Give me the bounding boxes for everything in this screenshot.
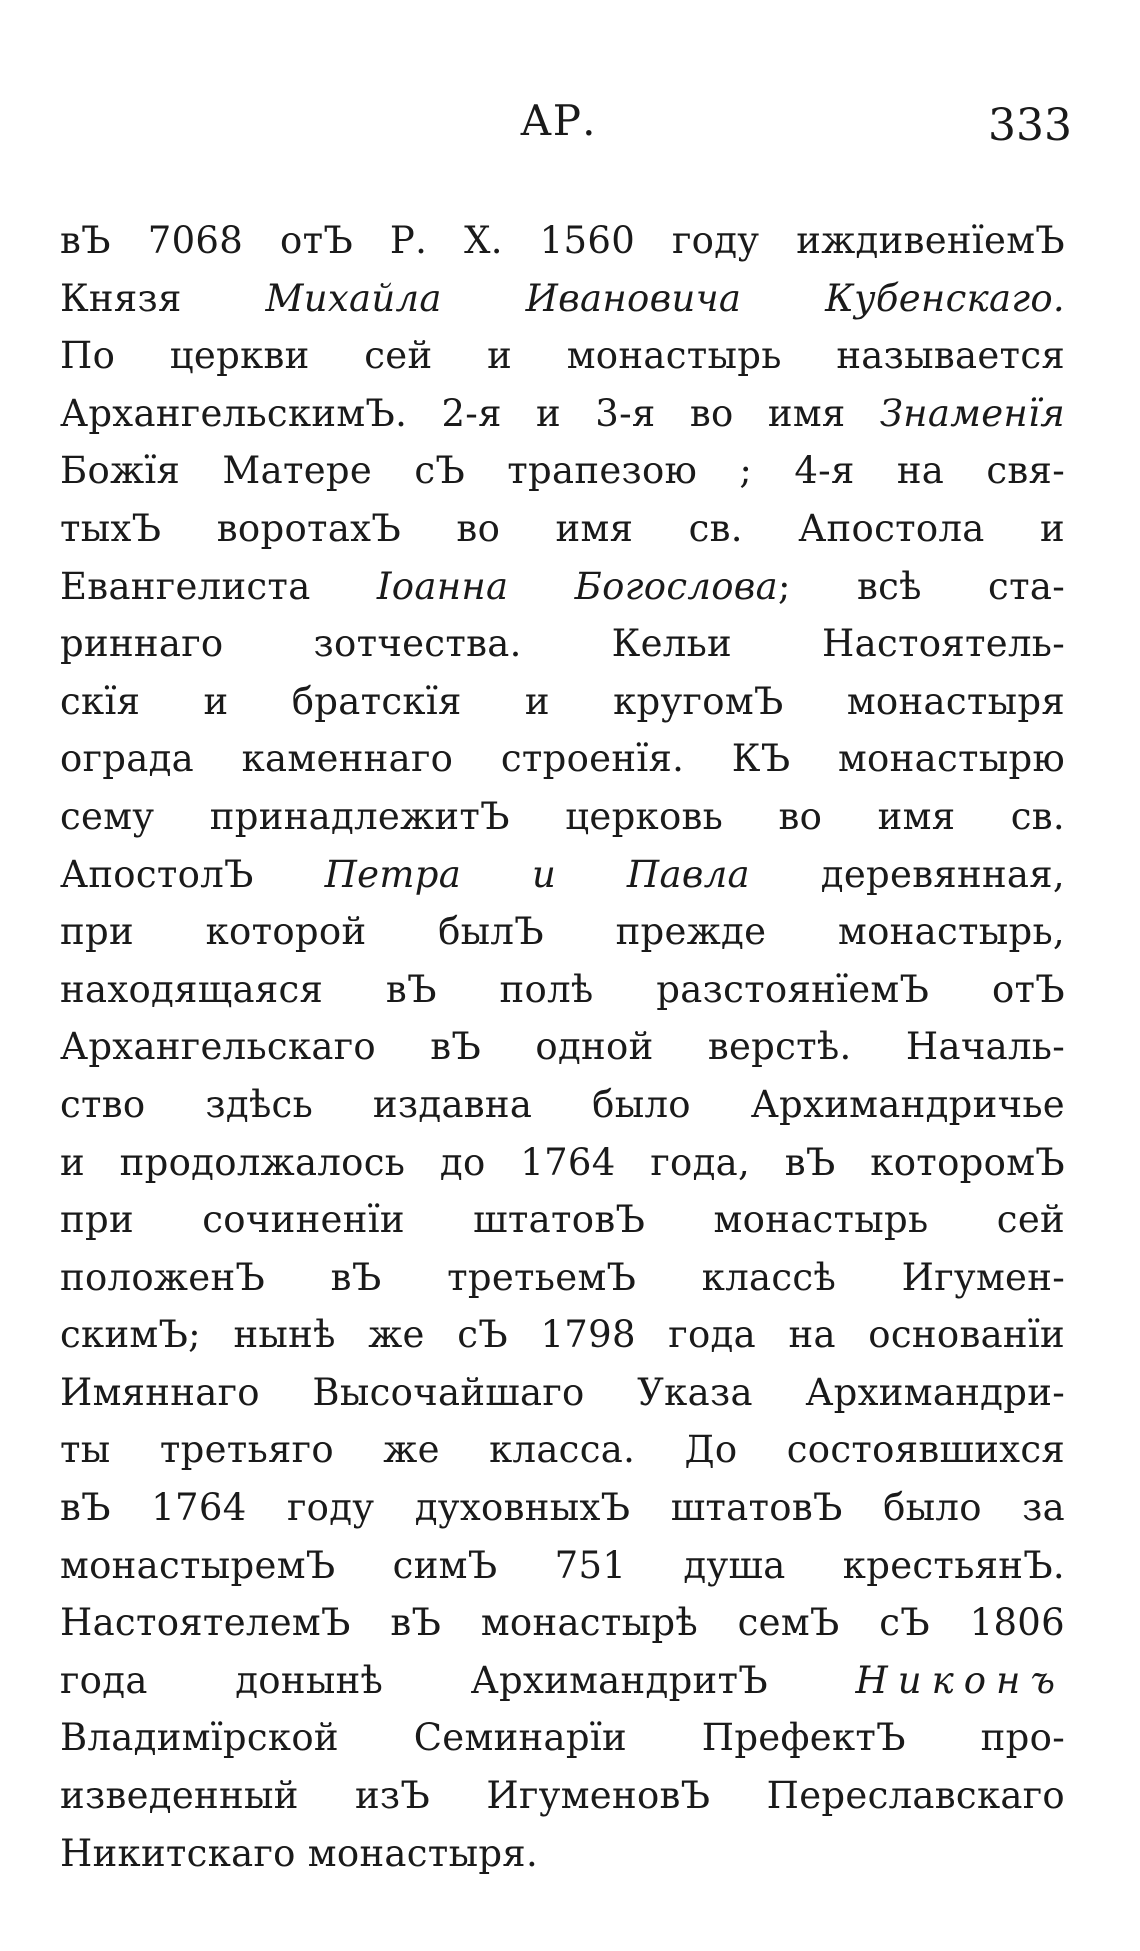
text-line xyxy=(60,1134,1065,1192)
text-line xyxy=(60,1825,1065,1883)
text-run: НастоятелемЪ вЪ монастырѣ семЪ сЪ 1806 xyxy=(60,1601,1065,1645)
text-line xyxy=(60,788,1065,846)
text-line xyxy=(60,1191,1065,1249)
text-run: положенЪ вЪ третьемЪ классѣ Игумен- xyxy=(60,1255,1065,1299)
text-run: АрхангельскимЪ. 2-я и 3-я во имя xyxy=(60,391,880,435)
text-run: скимЪ; нынѣ же сЪ 1798 года на основанïи xyxy=(60,1313,1065,1357)
text-run: Божïя Матере сЪ трапезою ; 4-я на свя- xyxy=(60,449,1065,493)
text-run: Никитскаго монастыря. xyxy=(60,1831,539,1875)
text-run: АпостолЪ xyxy=(60,852,325,896)
text-line xyxy=(60,673,1065,731)
text-line xyxy=(60,270,1065,328)
text-line xyxy=(60,385,1065,443)
text-line xyxy=(60,615,1065,673)
text-line xyxy=(60,1537,1065,1595)
text-run: при которой былЪ прежде монастырь, xyxy=(60,910,1065,954)
text-run: находящаяся вЪ полѣ разстоянïемЪ отЪ xyxy=(60,967,1065,1011)
text-run: деревянная, xyxy=(749,852,1065,896)
text-line xyxy=(60,558,1065,616)
text-line xyxy=(60,1076,1065,1134)
italic-name: Никонъ xyxy=(855,1658,1065,1702)
text-run: Князя xyxy=(60,276,266,320)
running-head: АР. xyxy=(520,96,597,145)
text-line xyxy=(60,1421,1065,1479)
text-run: Владимïрской Семинарïи ПрефектЪ про- xyxy=(60,1716,1065,1760)
text-run: монастыремЪ симЪ 751 душа крестьянЪ. xyxy=(60,1543,1065,1587)
body-text xyxy=(60,212,1065,1882)
text-line xyxy=(60,1018,1065,1076)
text-line xyxy=(60,1249,1065,1307)
text-line xyxy=(60,212,1065,270)
text-line xyxy=(60,1479,1065,1537)
text-run: тыхЪ воротахЪ во имя св. Апостола и xyxy=(60,506,1065,550)
text-line xyxy=(60,1709,1065,1767)
text-line xyxy=(60,903,1065,961)
text-run: ство здѣсь издавна было Архимандричье xyxy=(60,1082,1065,1126)
text-run: вЪ 7068 отЪ Р. Х. 1560 году иждивенïемЪ xyxy=(60,219,1065,262)
text-line xyxy=(60,846,1065,904)
text-line xyxy=(60,730,1065,788)
text-run: Имяннаго Высочайшаго Указа Архимандри- xyxy=(60,1370,1065,1414)
italic-name: Петра и Павла xyxy=(324,852,750,896)
text-line xyxy=(60,442,1065,500)
text-line xyxy=(60,1364,1065,1422)
text-line xyxy=(60,500,1065,558)
italic-name: Михайла Ивановича Кубенскаго. xyxy=(265,276,1065,320)
italic-name: Знаменïя xyxy=(879,391,1065,435)
text-line xyxy=(60,327,1065,385)
text-run: По церкви сей и монастырь называется xyxy=(60,334,1065,378)
text-run: и продолжалось до 1764 года, вЪ которомЪ xyxy=(60,1140,1065,1184)
text-run: скïя и братскïя и кругомЪ монастыря xyxy=(60,679,1065,723)
text-line xyxy=(60,1767,1065,1825)
text-run: сему принадлежитЪ церковь во имя св. xyxy=(60,794,1065,838)
text-line xyxy=(60,1652,1065,1710)
text-run: ты третьяго же класса. До состоявшихся xyxy=(60,1428,1065,1472)
text-run: риннаго зотчества. Кельи Настоятель- xyxy=(60,622,1065,666)
text-line xyxy=(60,1306,1065,1364)
text-run: вЪ 1764 году духовныхЪ штатовЪ было за xyxy=(60,1486,1065,1530)
text-run: ограда каменнаго строенïя. КЪ монастырю xyxy=(60,737,1065,781)
italic-name: Iоанна Богослова xyxy=(376,564,778,608)
text-run: при сочиненïи штатовЪ монастырь сей xyxy=(60,1198,1065,1242)
text-run: года донынѣ АрхимандритЪ xyxy=(60,1658,856,1702)
text-line xyxy=(60,961,1065,1019)
page-number: 333 xyxy=(988,100,1072,151)
text-run: изведенный изЪ ИгуменовЪ Переславскаго xyxy=(60,1774,1065,1818)
text-run: Евангелиста xyxy=(60,564,377,608)
text-line xyxy=(60,1594,1065,1652)
text-run: Архангельскаго вЪ одной верстѣ. Началь- xyxy=(60,1025,1065,1069)
text-run: ; всѣ ста- xyxy=(777,564,1066,608)
